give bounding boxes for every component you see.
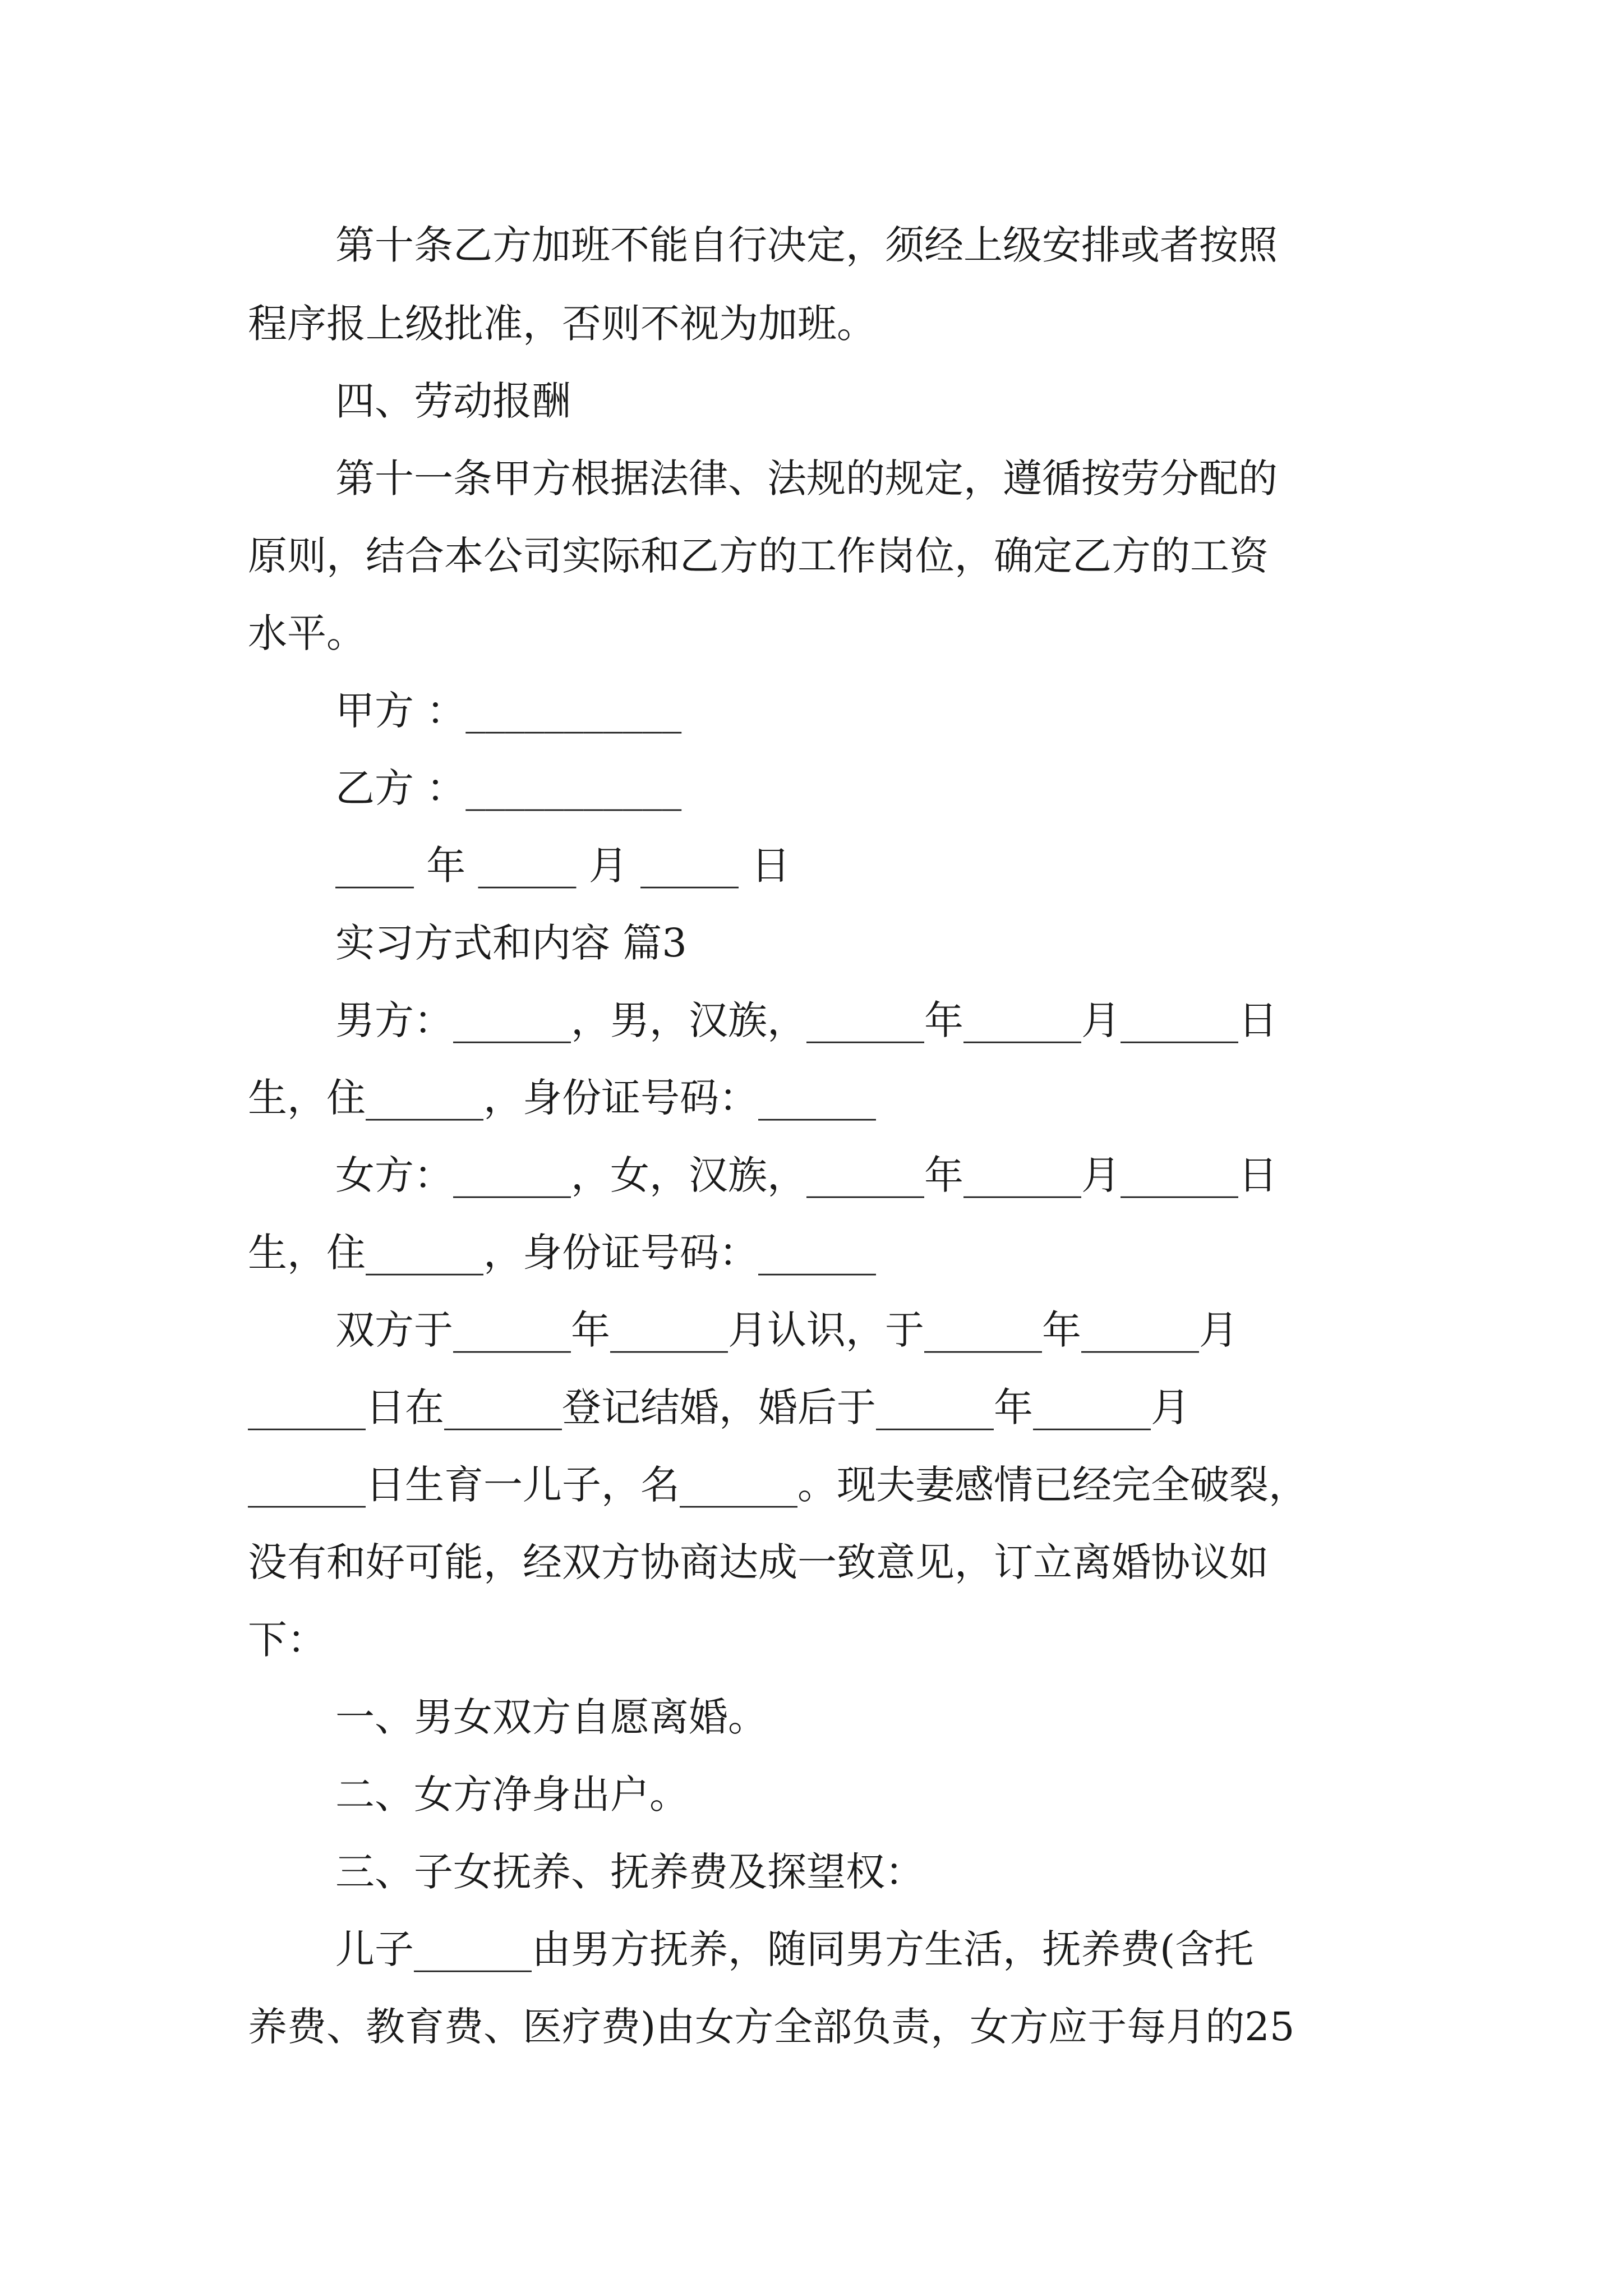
paragraph-line: 下：	[248, 1617, 326, 1663]
clause-item: 一、男女双方自愿离婚。	[335, 1694, 767, 1740]
paragraph-line: 第十一条甲方根据法律、法规的规定，遵循按劳分配的	[335, 455, 1278, 501]
paragraph-line: 双方于______年______月认识，于______年______月	[335, 1307, 1238, 1353]
signature-date: ____ 年 _____ 月 _____ 日	[335, 843, 791, 889]
paragraph-line: 水平。	[248, 610, 366, 656]
paragraph-line: ______日生育一儿子，名______。现夫妻感情已经完全破裂，	[248, 1462, 1308, 1508]
paragraph-line: 原则，结合本公司实际和乙方的工作岗位，确定乙方的工资	[248, 533, 1269, 579]
clause-item: 二、女方净身出户。	[335, 1772, 689, 1818]
section-title: 实习方式和内容 篇3	[335, 920, 687, 966]
paragraph-line: 养费、教育费、医疗费)由女方全部负责，女方应于每月的25	[248, 2004, 1295, 2050]
paragraph-line: 生，住______，身份证号码：______	[248, 1075, 876, 1121]
signature-party-b: 乙方 ：___________	[335, 765, 682, 811]
paragraph-line: 程序报上级批准，否则不视为加班。	[248, 301, 876, 347]
paragraph-line: 男方：______，男，汉族，______年______月______日	[335, 997, 1278, 1043]
paragraph-line: 第十条乙方加班不能自行决定，须经上级安排或者按照	[335, 222, 1278, 268]
paragraph-line: 儿子______由男方抚养，随同男方生活，抚养费(含托	[335, 1926, 1254, 1972]
section-heading: 四、劳动报酬	[335, 378, 571, 424]
clause-item: 三、子女抚养、抚养费及探望权：	[335, 1849, 924, 1895]
paragraph-line: ______日在______登记结婚，婚后于______年______月	[248, 1384, 1190, 1430]
paragraph-line: 女方：______，女，汉族，______年______月______日	[335, 1152, 1278, 1198]
signature-party-a: 甲方 ：___________	[335, 688, 682, 734]
paragraph-line: 没有和好可能，经双方协商达成一致意见，订立离婚协议如	[248, 1539, 1269, 1585]
paragraph-line: 生，住______，身份证号码：______	[248, 1230, 876, 1276]
